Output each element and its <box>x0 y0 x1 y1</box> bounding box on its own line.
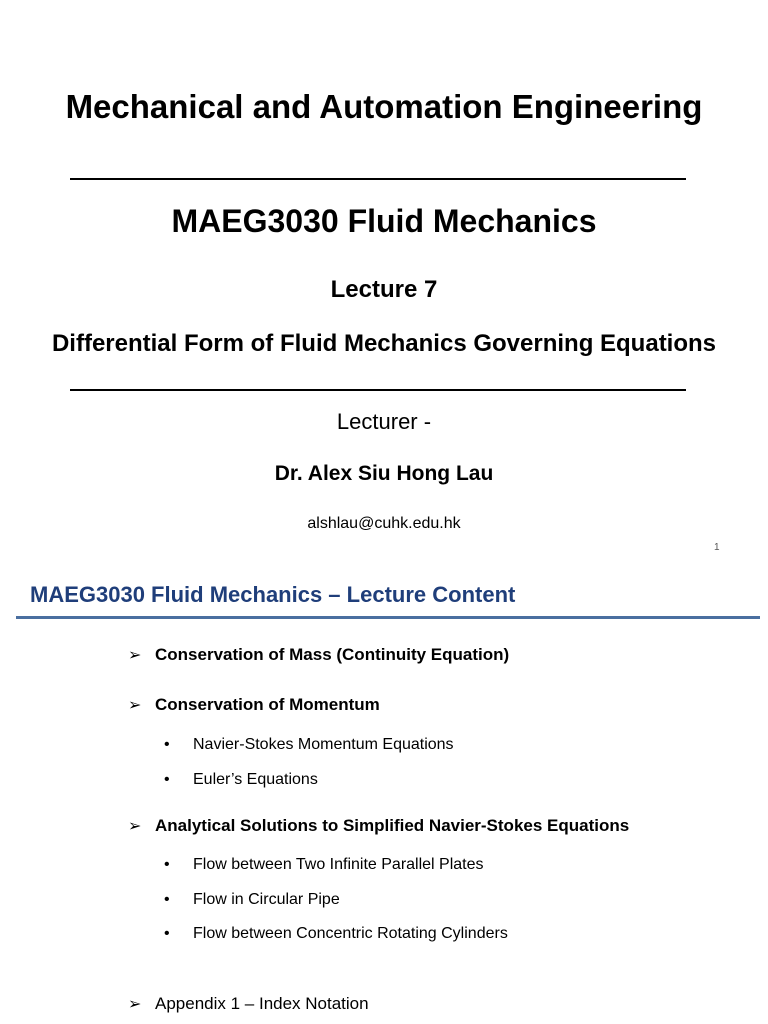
dot-bullet-icon: • <box>164 856 170 873</box>
subtopic-circular-pipe: Flow in Circular Pipe <box>193 891 340 908</box>
topic-appendix: Appendix 1 – Index Notation <box>155 994 369 1013</box>
lecturer-name: Dr. Alex Siu Hong Lau <box>274 462 494 485</box>
department-title: Mechanical and Automation Engineering <box>65 88 703 125</box>
lecture-number: Lecture 7 <box>330 276 438 303</box>
content-slide-title: MAEG3030 Fluid Mechanics – Lecture Content <box>30 582 516 607</box>
arrow-bullet-icon: ➢ <box>128 647 142 664</box>
subtopic-navier-stokes: Navier-Stokes Momentum Equations <box>193 736 454 753</box>
dot-bullet-icon: • <box>164 771 170 788</box>
top-divider <box>70 178 686 180</box>
lecture-subtitle: Differential Form of Fluid Mechanics Governing Equations <box>51 330 717 357</box>
arrow-bullet-icon: ➢ <box>128 818 142 835</box>
bottom-divider <box>70 389 686 391</box>
lecturer-label: Lecturer - <box>336 409 432 434</box>
subtopic-rotating-cylinders: Flow between Concentric Rotating Cylinders <box>193 925 508 942</box>
dot-bullet-icon: • <box>164 736 170 753</box>
subtopic-euler: Euler’s Equations <box>193 771 318 788</box>
lecturer-email[interactable]: alshlau@cuhk.edu.hk <box>307 515 461 532</box>
page-number: 1 <box>714 542 720 553</box>
arrow-bullet-icon: ➢ <box>128 697 142 714</box>
subtopic-parallel-plates: Flow between Two Infinite Parallel Plates <box>193 856 484 873</box>
topic-analytical-solutions: Analytical Solutions to Simplified Navier-Stokes Equations <box>155 816 630 835</box>
course-title: MAEG3030 Fluid Mechanics <box>171 203 597 239</box>
dot-bullet-icon: • <box>164 925 170 942</box>
title-underline <box>16 616 760 619</box>
arrow-bullet-icon: ➢ <box>128 996 142 1013</box>
topic-momentum: Conservation of Momentum <box>155 695 380 714</box>
dot-bullet-icon: • <box>164 891 170 908</box>
topic-continuity: Conservation of Mass (Continuity Equation) <box>155 645 510 664</box>
